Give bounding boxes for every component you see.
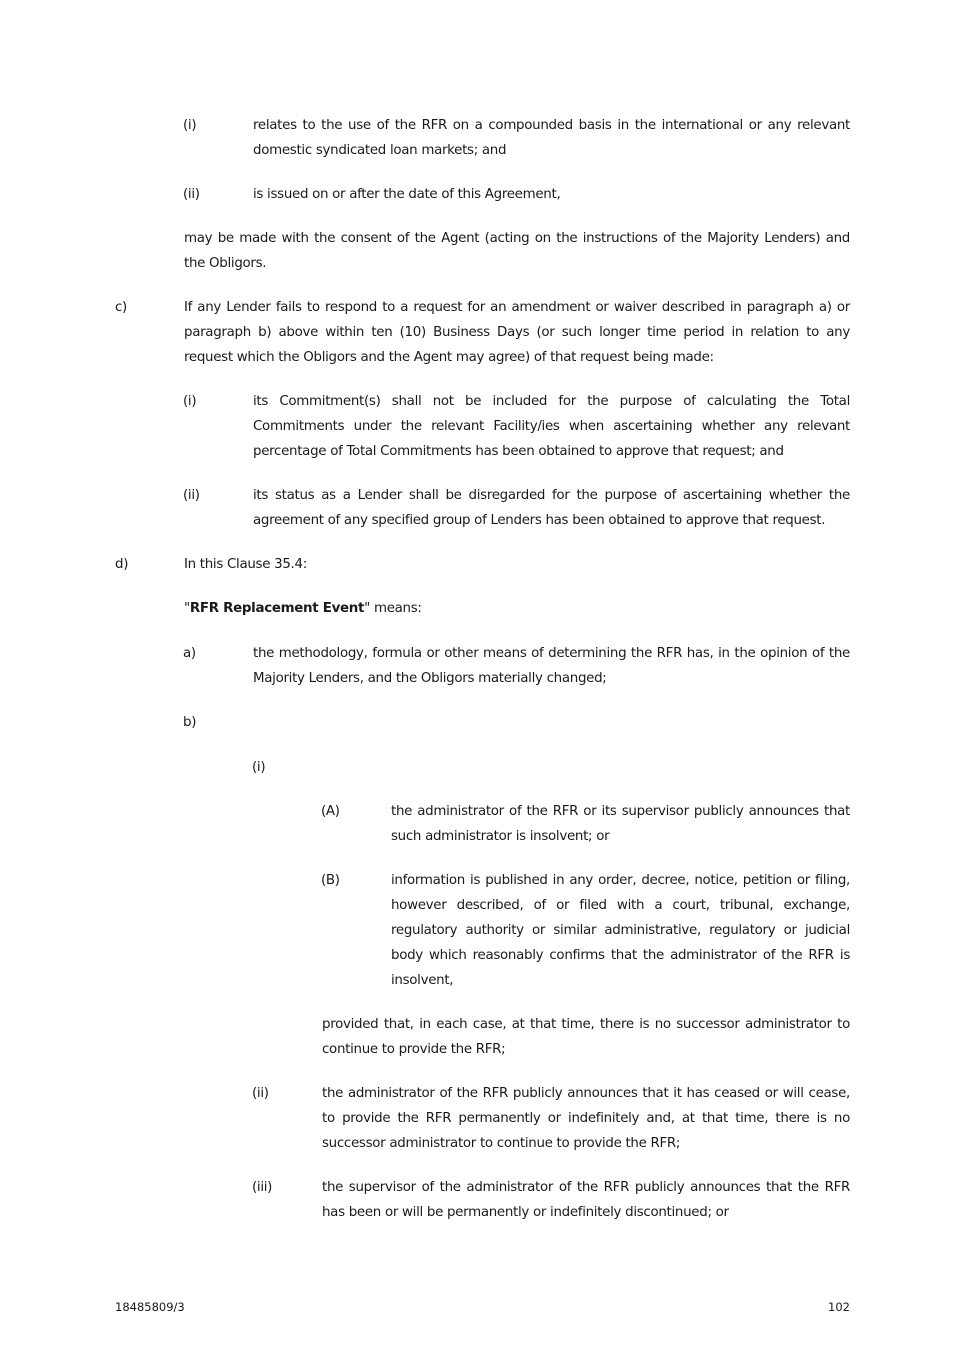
item-label: (ii) [183,488,200,503]
item-text: In this Clause 35.4: [184,557,307,572]
item-label: a) [183,646,196,661]
item-label: (ii) [183,187,200,202]
item-label: (i) [183,394,197,409]
defined-term: RFR Replacement Event [189,601,365,616]
item-label: (iii) [252,1180,273,1195]
item-text: the supervisor of the administrator of the RFR publicly announces that the RFR has been or will be permanently or indefinitely discontinued; or [322,1180,850,1220]
item-label: (A) [321,804,340,819]
item-text: information is published in any order, decree, notice, petition or filing, however described, of or filed with a court, tribunal, exchange, regulatory authority or similar administrative, regulatory or judicial body which reasonably confirms that the administrator of the RFR is insolvent, [391,873,850,988]
page-number: 102 [828,1300,850,1314]
paragraph-text: may be made with the consent of the Agent (acting on the instructions of the Majority Lenders) and the Obligors. [184,231,850,271]
item-text: relates to the use of the RFR on a compounded basis in the international or any relevant domestic syndicated loan markets; and [253,118,850,158]
item-text: the methodology, formula or other means of determining the RFR has, in the opinion of the Majority Lenders, and the Obligors materially changed; [253,646,850,686]
item-label: (i) [252,760,266,775]
item-label: (i) [183,118,197,133]
quote-open: " [184,601,190,616]
item-text: the administrator of the RFR or its supervisor publicly announces that such administrator is insolvent; or [391,804,850,844]
item-label: (ii) [252,1086,269,1101]
definition-heading [184,596,422,621]
definition-intro: " means: [364,601,422,616]
item-text: its Commitment(s) shall not be included for the purpose of calculating the Total Commitments under the relevant Facility/ies when ascertaining whether any relevant percentage of Total Commitments has been obtained to approve that request; and [253,394,850,459]
document-reference: 18485809/3 [115,1300,185,1314]
item-text: If any Lender fails to respond to a request for an amendment or waiver described in paragraph a) or paragraph b) above within ten (10) Business Days (or such longer time period in relation to any request which the Obligors and the Agent may agree) of that request being made: [184,300,850,365]
item-text: the administrator of the RFR publicly announces that it has ceased or will cease, to provide the RFR permanently or indefinitely and, at that time, there is no successor administrator to continue to provide the RFR; [322,1086,850,1151]
item-text: its status as a Lender shall be disregarded for the purpose of ascertaining whether the agreement of any specified group of Lenders has been obtained to approve that request. [253,488,850,528]
item-label: b) [183,715,197,730]
item-label: (B) [321,873,340,888]
item-text: is issued on or after the date of this Agreement, [253,187,561,202]
item-label: d) [115,557,129,572]
item-label: c) [115,300,127,315]
paragraph-text: provided that, in each case, at that time, there is no successor administrator to continue to provide the RFR; [322,1017,850,1057]
